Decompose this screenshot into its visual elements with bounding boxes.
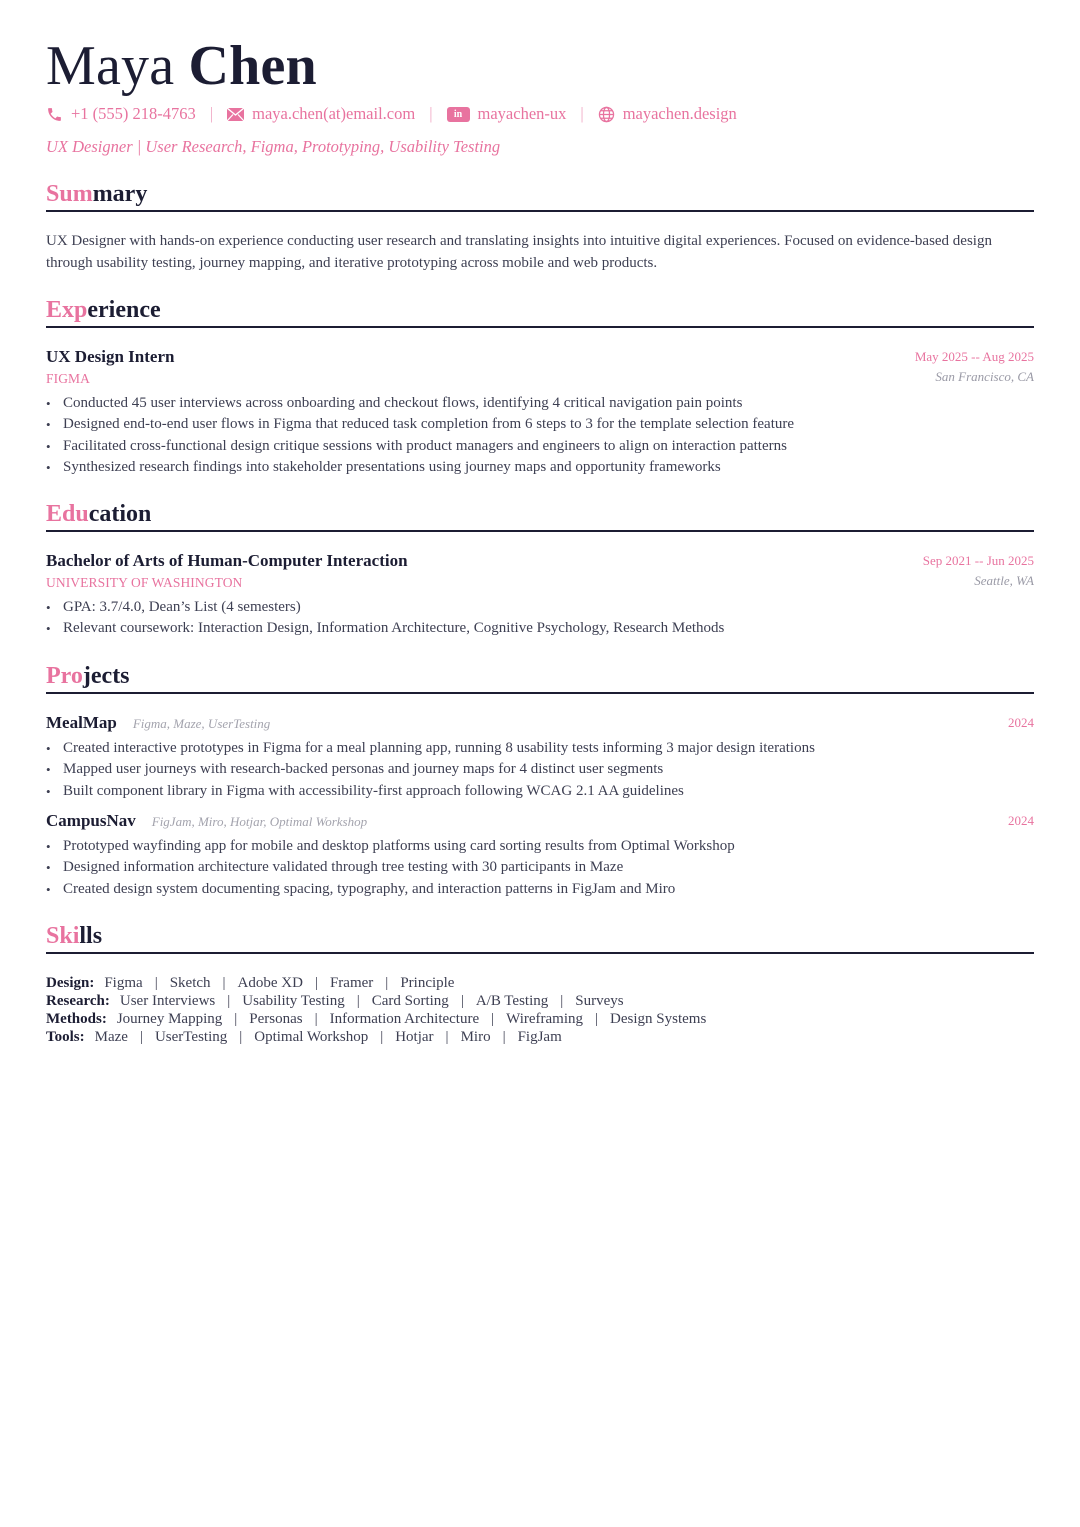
- phone-icon: [46, 106, 63, 123]
- project-tech: FigJam, Miro, Hotjar, Optimal Workshop: [151, 814, 368, 829]
- section-title: Experience: [46, 297, 161, 323]
- skill-item: FigJam: [517, 1029, 562, 1045]
- skill-item: UserTesting: [154, 1029, 228, 1045]
- separator: |: [154, 975, 158, 991]
- skill-row-tools: [46, 1028, 706, 1046]
- project-title: [46, 811, 367, 831]
- bullet-item: • Created interactive prototypes in Figma for a meal planning app, running 8 usability tests informing 3 major design iterations: [46, 738, 1034, 759]
- skill-item: Sketch: [169, 975, 211, 991]
- separator: |: [239, 1029, 243, 1045]
- separator: |: [314, 975, 318, 991]
- bullet-item: • Designed information architecture validated through tree testing with 30 participants in Maze: [46, 857, 1034, 878]
- project-bullets: [46, 836, 1034, 900]
- skill-item: Maze: [94, 1029, 128, 1045]
- separator: |: [234, 1011, 238, 1027]
- skill-row-methods: [46, 1010, 706, 1028]
- project-name: MealMap: [46, 713, 117, 732]
- section-header-education: [46, 500, 1034, 532]
- section-title: Education: [46, 501, 152, 527]
- project-bullets: [46, 738, 1034, 802]
- project-name: CampusNav: [46, 811, 136, 830]
- bullet-item: • Prototyped wayfinding app for mobile and desktop platforms using card sorting results from Optimal Workshop: [46, 836, 1034, 857]
- section-header-experience: [46, 296, 1034, 328]
- skill-row-research: [46, 992, 706, 1010]
- separator: |: [595, 1011, 599, 1027]
- job-location: San Francisco, CA: [935, 369, 1034, 384]
- bullet-item: • Designed end-to-end user flows in Figma that reduced task completion from 6 steps to 3 for the template selection feature: [46, 414, 1034, 435]
- section-header-summary: [46, 180, 1034, 212]
- separator: |: [445, 1029, 449, 1045]
- bullet-item: • Conducted 45 user interviews across onboarding and checkout flows, identifying 4 critical navigation pain points: [46, 393, 1034, 414]
- skill-item: Surveys: [575, 993, 624, 1009]
- project-title: [46, 713, 270, 733]
- project-tech: Figma, Maze, UserTesting: [132, 716, 271, 731]
- skill-category: Design:: [46, 975, 95, 991]
- skill-item: Miro: [460, 1029, 491, 1045]
- bullet-item: • GPA: 3.7/4.0, Dean’s List (4 semesters): [46, 597, 1034, 618]
- skill-item: Wireframing: [506, 1011, 584, 1027]
- skill-item: Figma: [104, 975, 143, 991]
- summary-text: UX Designer with hands-on experience conducting user research and translating insights into intuitive digital experiences. Focused on evidence-based design through usability testing, journey mapping, and iterative prototyping across mobile and web products.: [46, 233, 992, 271]
- skill-category: Methods:: [46, 1011, 107, 1027]
- skill-item: Card Sorting: [371, 993, 449, 1009]
- globe-icon: [598, 106, 615, 123]
- separator: |: [560, 993, 564, 1009]
- separator: |: [580, 104, 584, 123]
- first-name: Maya: [46, 35, 175, 97]
- bullet-item: • Relevant coursework: Interaction Design, Information Architecture, Cognitive Psychology, Research Methods: [46, 618, 1034, 639]
- separator: |: [209, 104, 214, 123]
- skill-item: Journey Mapping: [116, 1011, 223, 1027]
- skill-category: Tools:: [46, 1029, 85, 1045]
- education-bullets: [46, 597, 1034, 640]
- section-title: Summary: [46, 181, 148, 207]
- bullet-item: • Built component library in Figma with accessibility-first approach following WCAG 2.1 AA guidelines: [46, 781, 1034, 802]
- skill-row-design: [46, 974, 706, 992]
- envelope-icon: [227, 108, 244, 121]
- skill-item: Usability Testing: [242, 993, 345, 1009]
- skill-item: Framer: [329, 975, 374, 991]
- skill-item: Information Architecture: [329, 1011, 480, 1027]
- project-year: 2024: [1008, 715, 1034, 730]
- company-name: FIGMA: [46, 371, 91, 386]
- skill-item: Hotjar: [395, 1029, 434, 1045]
- skill-item: Optimal Workshop: [254, 1029, 369, 1045]
- separator: |: [314, 1011, 318, 1027]
- phone-text: +1 (555) 218-4763: [71, 104, 196, 123]
- contact-phone[interactable]: [46, 104, 196, 124]
- contact-website[interactable]: [598, 104, 737, 124]
- bullet-item: • Facilitated cross-functional design critique sessions with product managers and engineers to align on interaction patterns: [46, 436, 1034, 457]
- skill-item: Adobe XD: [237, 975, 303, 991]
- section-title: Skills: [46, 923, 103, 949]
- separator: |: [385, 975, 389, 991]
- separator: |: [227, 993, 231, 1009]
- skill-item: Principle: [400, 975, 455, 991]
- section-header-skills: [46, 922, 1034, 954]
- separator: |: [491, 1011, 495, 1027]
- linkedin-text: mayachen-ux: [477, 104, 567, 123]
- contact-linkedin[interactable]: [447, 104, 567, 124]
- separator: |: [356, 993, 360, 1009]
- school-name: UNIVERSITY OF WASHINGTON: [46, 575, 243, 590]
- skill-item: Design Systems: [610, 1011, 707, 1027]
- contact-bar: [46, 103, 737, 125]
- tagline: UX Designer | User Research, Figma, Prototyping, Usability Testing: [46, 137, 501, 156]
- website-text: mayachen.design: [622, 104, 737, 123]
- email-text: maya.chen(at)email.com: [252, 104, 416, 123]
- separator: |: [502, 1029, 506, 1045]
- separator: |: [380, 1029, 384, 1045]
- skill-item: Personas: [249, 1011, 303, 1027]
- separator: |: [460, 993, 464, 1009]
- job-bullets: [46, 393, 1034, 478]
- bullet-item: • Mapped user journeys with research-backed personas and journey maps for 4 distinct user segments: [46, 759, 1034, 780]
- candidate-name: [46, 34, 317, 98]
- job-dates: May 2025 -- Aug 2025: [914, 349, 1034, 364]
- section-header-projects: [46, 662, 1034, 694]
- skill-category: Research:: [46, 993, 110, 1009]
- bullet-item: • Created design system documenting spacing, typography, and interaction patterns in FigJam and Miro: [46, 879, 1034, 900]
- separator: |: [139, 1029, 143, 1045]
- linkedin-icon: in: [447, 107, 470, 122]
- project-year: 2024: [1008, 813, 1034, 828]
- education-dates: Sep 2021 -- Jun 2025: [922, 553, 1034, 568]
- degree-title: Bachelor of Arts of Human-Computer Interaction: [46, 551, 408, 570]
- job-title: UX Design Intern: [46, 347, 175, 366]
- skill-item: A/B Testing: [475, 993, 549, 1009]
- skill-item: User Interviews: [119, 993, 216, 1009]
- bullet-item: • Synthesized research findings into stakeholder presentations using journey maps and opportunity frameworks: [46, 457, 1034, 478]
- separator: |: [222, 975, 226, 991]
- separator: |: [429, 104, 433, 123]
- skills-list: [46, 974, 706, 1046]
- section-title: Projects: [46, 663, 130, 689]
- last-name: Chen: [188, 35, 317, 97]
- education-location: Seattle, WA: [974, 573, 1034, 588]
- contact-email[interactable]: [227, 104, 415, 124]
